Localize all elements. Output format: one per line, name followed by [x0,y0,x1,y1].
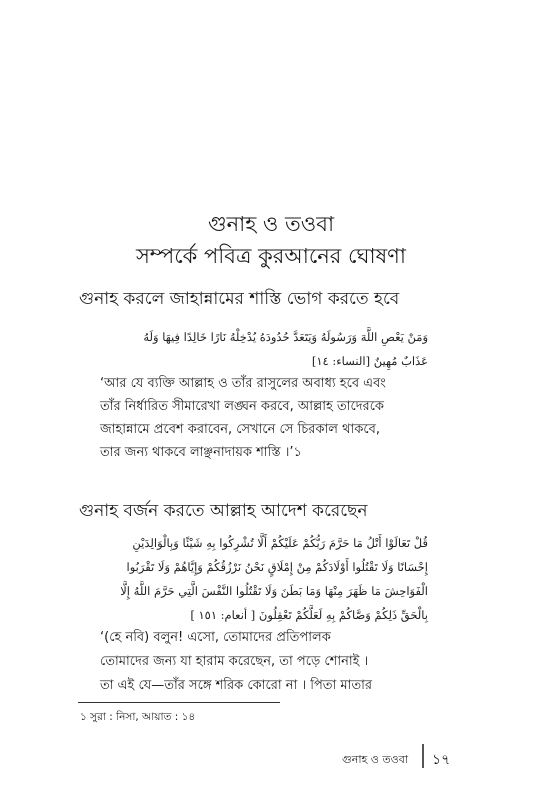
translation-line: তা এই যে—তাঁর সঙ্গে শরিক কোরো না । পিতা মাতার [100,678,373,693]
footer-divider [422,744,424,768]
translation-line: তার জন্য থাকবে লাঞ্ছনাদায়ক শাস্তি ।’১ [100,445,302,460]
translation-line: ‘আর যে ব্যক্তি আল্লাহ ও তাঁর রাসুলের অবাধ্য হবে এবং [100,376,386,391]
translation-line: তোমাদের জন্য যা হারাম করেছেন, তা পড়ে শোনাই । [100,654,369,669]
running-title: গুনাহ ও তওবা [342,753,409,766]
arabic-verse-line: وَمَنْ يَعْصِ اللَّهَ وَرَسُولَهُ وَيَتَعَدَّ حُدُودَهُ يُدْخِلْهُ نَارًا خَالِدًا فِيهَا وَلَهُ [143,330,428,344]
arabic-verse-line: إِحْسَانًا وَلَا تَقْتُلُوا أَوْلَادَكُمْ مِنْ إِمْلَاقٍ نَحْنُ نَرْزُقُكُمْ وَإِيَّاهُمْ وَلَا تَقْرَبُوا [126,560,428,574]
arabic-verse-line: عَذَابٌ مُهِينٌ [النساء: ١٤] [311,354,428,368]
translation-line: ‘(হে নবি) বলুন! এসো, তোমাদের প্রতিপালক [100,630,331,645]
translation-line: তাঁর নির্ধারিত সীমারেখা লঙ্ঘন করবে, আল্লাহ তাদেরকে [100,399,385,414]
translation-line: জাহান্নামে প্রবেশ করাবেন, সেখানে সে চিরকাল থাকবে, [100,422,380,437]
page-title-line-2: সম্পর্কে পবিত্র কুরআনের ঘোষণা [136,244,406,268]
footnote: ১ সুরা : নিসা, আয়াত : ১৪ [80,711,196,723]
page-number: ১৭ [432,752,451,768]
footnote-divider [78,702,280,703]
arabic-verse-line: قُلْ تَعَالَوْا أَتْلُ مَا حَرَّمَ رَبُّكُمْ عَلَيْكُمْ أَلَّا تُشْرِكُوا بِهِ شَيْئًا وَبِالْوَالِدَيْنِ [132,536,428,550]
section-heading-1: গুনাহ করলে জাহান্নামের শাস্তি ভোগ করতে হবে [79,289,400,309]
arabic-verse-line: الْفَوَاحِشَ مَا ظَهَرَ مِنْهَا وَمَا بَطَنَ وَلَا تَقْتُلُوا النَّفْسَ الَّتِي حَرَّمَ اللَّهُ إِلَّا [120,584,428,598]
section-heading-2: গুনাহ বর্জন করতে আল্লাহ আদেশ করেছেন [79,501,368,521]
arabic-verse-line: بِالْحَقِّ ذَلِكُمْ وَصَّاكُمْ بِهِ لَعَلَّكُمْ تَعْقِلُونَ [ أنعام: ١٥١ ] [190,608,428,622]
page-title-line-1: গুনাহ ও তওবা [207,212,335,236]
